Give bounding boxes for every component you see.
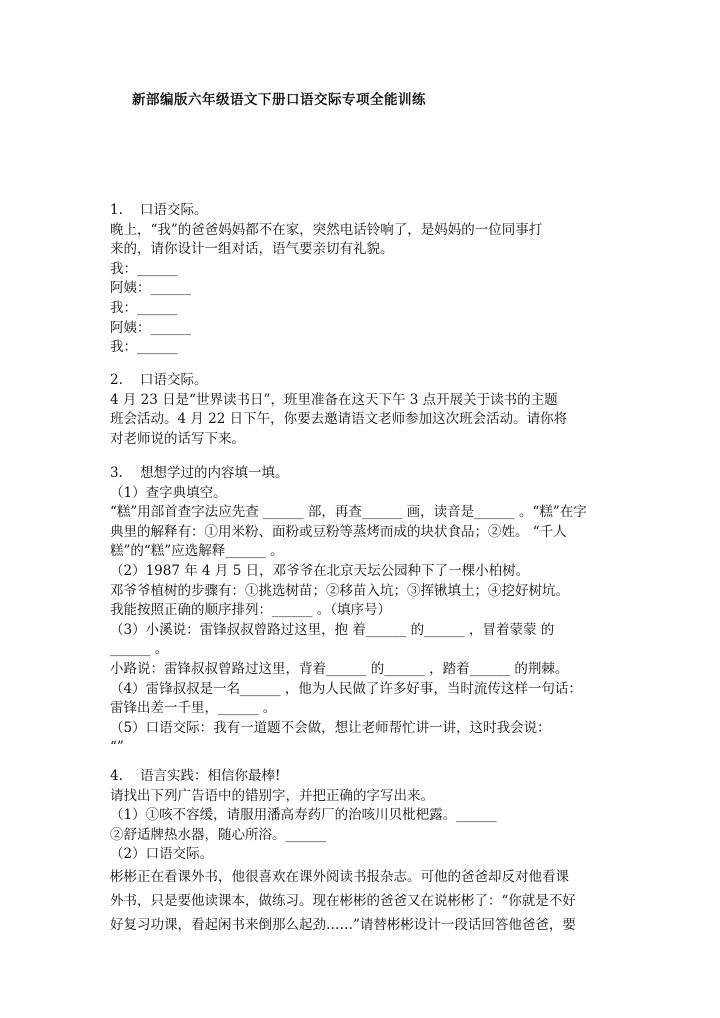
question-line: 彬彬正在看课外书，他很喜欢在课外阅读书报杂志。可他的爸爸却反对他看课 [110, 868, 569, 885]
question-line: 请找出下列广告语中的错别字，并把正确的字写出来。 [110, 787, 434, 804]
question-heading: 4. 语言实践：相信你最棒! [110, 767, 630, 787]
question-2 [110, 371, 630, 449]
question-line: 我能按照正确的顺序排列：______ 。（填序号） [110, 602, 392, 619]
question-3 [110, 464, 630, 758]
question-number: 1. [110, 202, 123, 218]
question-heading: 3. 想想学过的内容填一填。 [110, 464, 630, 484]
question-line: “” [110, 739, 124, 756]
question-line: 外书，只是要他读课本，做练习。现在彬彬的爸爸又在说彬彬了：“你就是不好 [110, 892, 576, 909]
dialogue-line: 阿姨：______ [110, 280, 191, 297]
question-line: 小路说：雷锋叔叔曾路过这里，背着______ 的______ ，踏着______ 的荆棘。 [110, 660, 569, 677]
question-number: 4. [110, 768, 123, 784]
question-line: 4 月 23 日是“世界读书日”，班里准备在这天下午 3 点开展关于读书的主题 [110, 391, 558, 408]
question-number: 2. [110, 372, 123, 388]
dialogue-line: 我：______ [110, 299, 178, 316]
document-title: 新部编版六年级语文下册口语交际专项全能训练 [132, 92, 426, 108]
question-line: （2）1987 年 4 月 5 日，邓爷爷在北京天坛公园种下了一棵小柏树。 [110, 562, 530, 579]
question-line: 来的，请你设计一组对话，语气要亲切有礼貌。 [110, 241, 394, 258]
dialogue-line: 我：______ [110, 339, 178, 356]
question-line: “糕”用部首查字法应先查 ______ 部，再查______ 画，读音是______ 。“糕”在字 [110, 504, 587, 521]
question-line: ②舒适牌热水器，随心所浴。______ [110, 826, 326, 843]
question-number: 3. [110, 465, 123, 481]
question-4 [110, 767, 630, 937]
question-line: 对老师说的话写下来。 [110, 430, 245, 447]
question-heading: 2. 口语交际。 [110, 371, 630, 391]
question-line: （4）雷锋叔叔是一名______ ，他为人民做了许多好事，当时流传这样一句话： [110, 680, 582, 697]
question-line: （5）口语交际：我有一道题不会做，想让老师帮忙讲一讲，这时我会说： [110, 719, 551, 736]
question-line: 雷锋出差一千里，______ 。 [110, 700, 277, 717]
question-line: 糕”的“糕”应选解释______ 。 [110, 543, 284, 560]
question-1 [110, 201, 630, 358]
question-line: 邓爷爷植树的步骤有：①挑选树苗；②移苗入坑；③挥锹填土；④挖好树坑。 [110, 582, 569, 599]
question-line: 晚上，“我”的爸爸妈妈都不在家，突然电话铃响了，是妈妈的一位同事打 [110, 221, 543, 238]
question-line: ______ 。 [110, 641, 169, 658]
question-line: 好复习功课，看起闲书来倒那么起劲……”请替彬彬设计一段话回答他爸爸，要 [110, 916, 576, 933]
dialogue-line: 我：______ [110, 260, 178, 277]
dialogue-line: 阿姨：______ [110, 319, 191, 336]
question-line: （3）小溪说：雷锋叔叔曾路过这里，抱 着______ 的______ ，冒着蒙蒙 的 [110, 621, 555, 638]
question-line: （1）查字典填空。 [110, 484, 227, 501]
question-line: （1）①咳不容缓，请服用潘高寿药厂的治咳川贝枇杷露。______ [110, 807, 497, 824]
question-line: 典里的解释有：①用米粉、面粉或豆粉等蒸烤而成的块状食品；②姓。 “千人 [110, 523, 567, 540]
question-line: （2）口语交际。 [110, 846, 214, 863]
question-line: 班会活动。4 月 22 日下午，你要去邀请语文老师参加这次班会活动。请你将 [110, 411, 568, 428]
question-heading: 1. 口语交际。 [110, 201, 630, 221]
